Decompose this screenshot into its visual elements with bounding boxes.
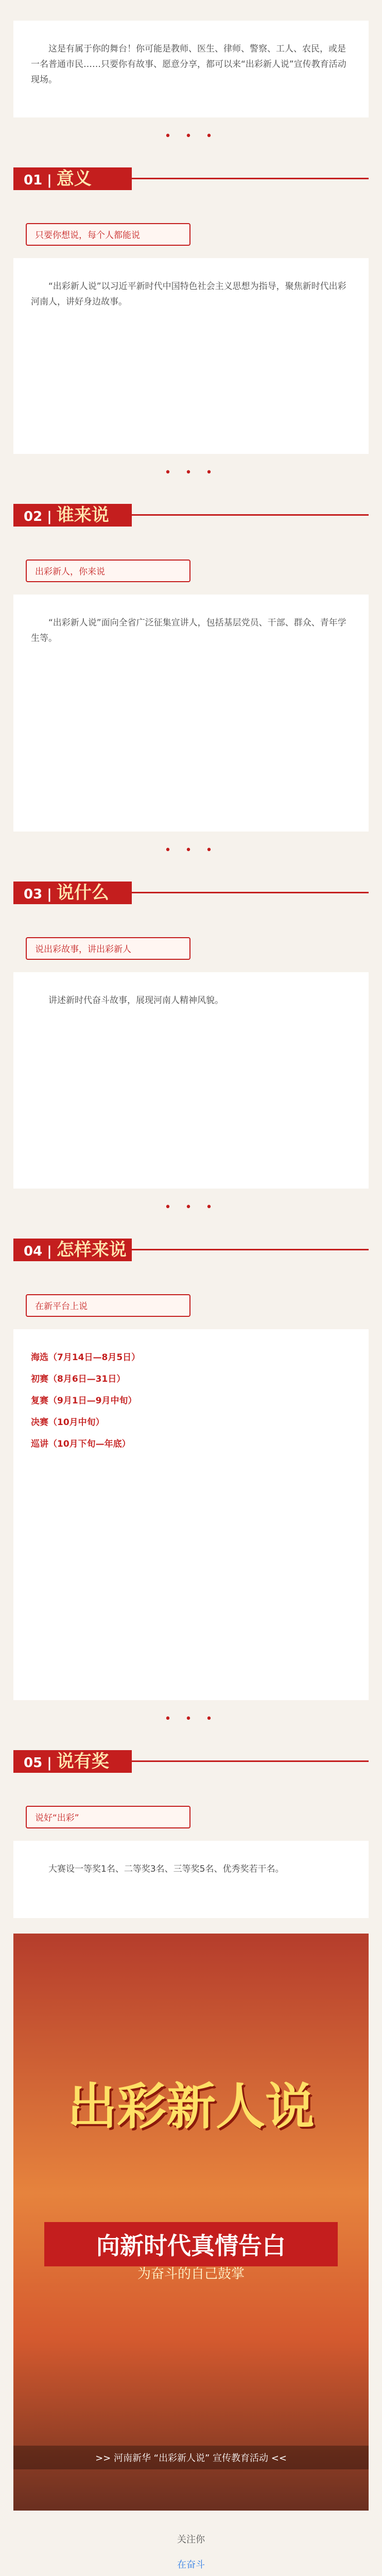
follow-link-2[interactable] — [13, 2573, 369, 2576]
section-03-tag: 说出彩故事，讲出彩新人 — [26, 937, 190, 960]
intro-block — [13, 21, 369, 117]
follow-link-1[interactable]: 在奋斗 — [177, 2560, 205, 2570]
follow-block — [13, 2531, 369, 2576]
page — [0, 21, 382, 2576]
section-03-body: 讲述新时代奋斗故事，展现河南人精神风貌。 — [13, 972, 369, 1189]
section-02-tag: 出彩新人，你来说 — [26, 560, 190, 582]
section-01-tag: 只要你想说，每个人都能说 — [26, 223, 190, 246]
divider: • • • — [164, 130, 218, 143]
section-02-body: “出彩新人说”面向全省广泛征集宣讲人，包括基层党员、干部、群众、青年学生等。 — [13, 595, 369, 832]
divider: • • • — [164, 466, 218, 479]
divider: • • • — [164, 1201, 218, 1214]
section-01-body: “出彩新人说”以习近平新时代中国特色社会主义思想为指导，聚焦新时代出彩河南人，讲好身边故事。 — [13, 258, 369, 454]
poster-slogan-2: 为奋斗的自己鼓掌 — [137, 2266, 245, 2282]
poster-footer: >> 河南新华 “出彩新人说” 宣传教育活动 << — [13, 2446, 369, 2469]
section-01-head — [13, 155, 369, 217]
section-02-head — [13, 492, 369, 553]
follow-label: 关注你 — [177, 2534, 205, 2545]
intro-text: 这是有属于你的舞台！你可能是教师、医生、律师、警察、工人、农民，或是一名普通市民……只要你有故事、愿意分享，都可以来“出彩新人说”宣传教育活动现场。 — [31, 44, 346, 85]
section-03-title: 03 | 说什么 — [13, 882, 132, 904]
poster-title: 出彩新人说 — [67, 2078, 315, 2136]
section-05-body: 大赛设一等奖1名、二等奖3名、三等奖5名、优秀奖若干名。 — [13, 1841, 369, 1918]
section-01-title: 01 | 意义 — [13, 167, 132, 190]
section-05-head — [13, 1738, 369, 1800]
divider: • • • — [164, 844, 218, 857]
poster-slogan: 向新时代真情告白 — [44, 2222, 338, 2266]
section-03-head — [13, 869, 369, 931]
section-04-body: 海选（7月14日—8月5日） 初赛（8月6日—31日） 复赛（9月1日—9月中旬） 决赛（10月中旬） 巡讲（10月下旬—年底） — [13, 1329, 369, 1700]
section-02-title: 02 | 谁来说 — [13, 504, 132, 527]
section-05-title: 05 | 说有奖 — [13, 1750, 132, 1773]
section-04-head — [13, 1226, 369, 1288]
event-poster — [13, 1934, 369, 2511]
section-04-title: 04 | 怎样来说 — [13, 1239, 132, 1261]
divider: • • • — [164, 1713, 218, 1725]
section-04-tag: 在新平台上说 — [26, 1294, 190, 1317]
section-05-tag: 说好“出彩” — [26, 1806, 190, 1828]
